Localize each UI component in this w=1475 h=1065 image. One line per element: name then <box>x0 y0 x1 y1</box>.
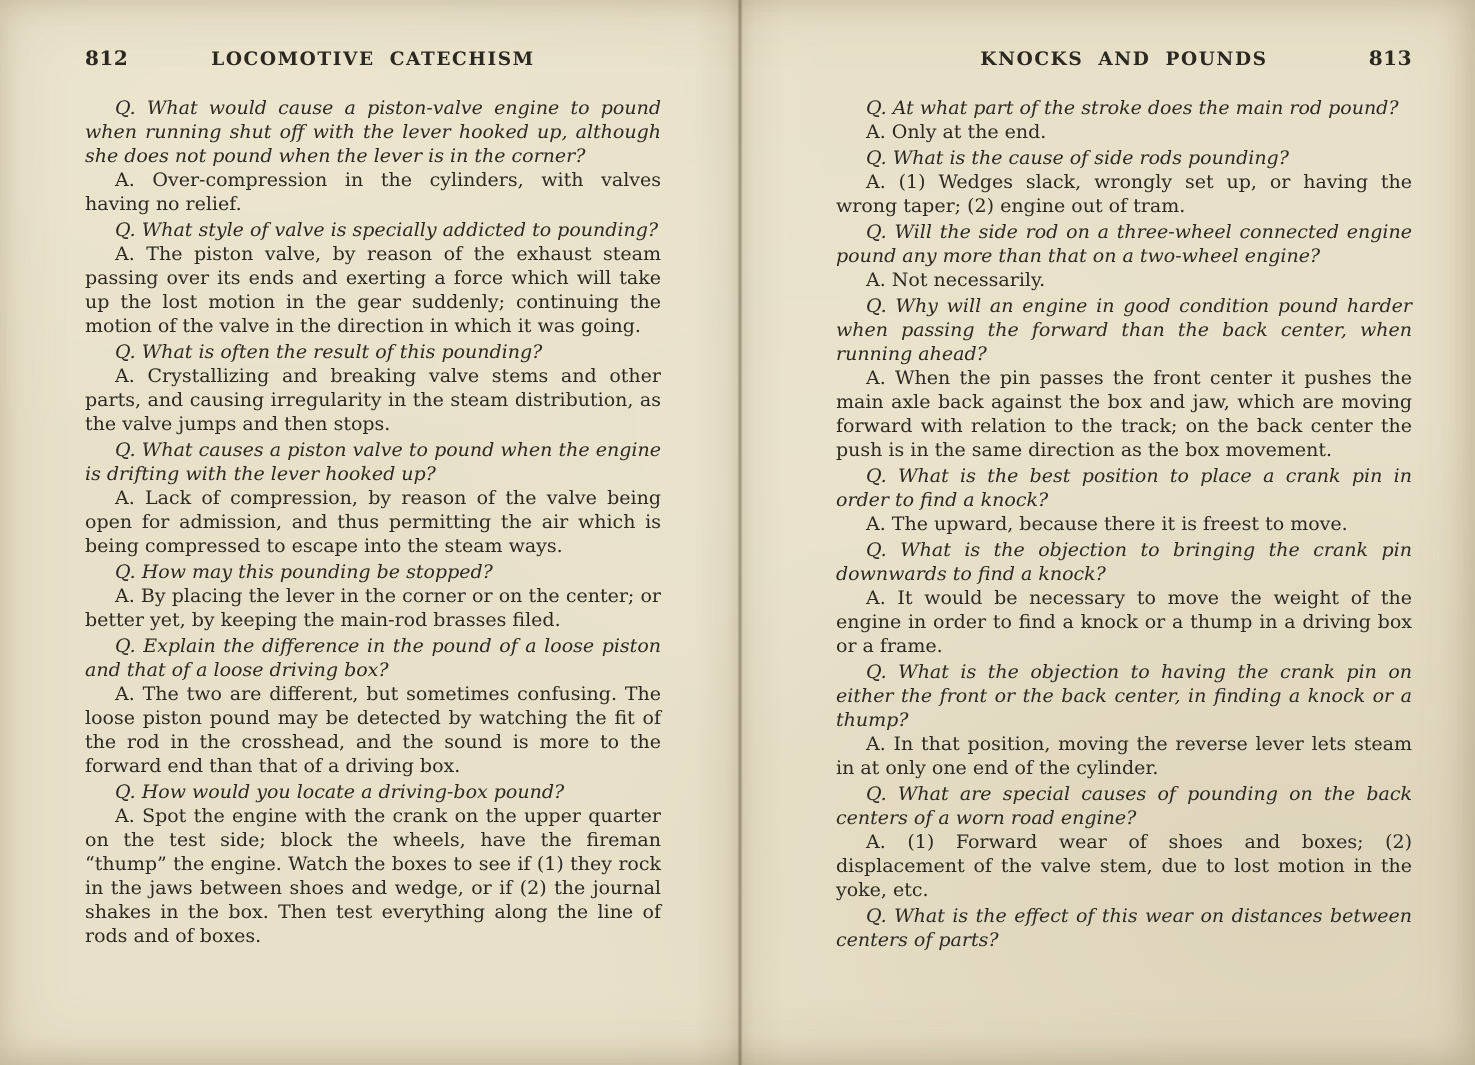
question-paragraph: Q. Will the side rod on a three-wheel connected engine pound any more than that on a two-wheel engine? <box>836 221 1412 267</box>
running-title-left: LOCOMOTIVE CATECHISM <box>211 49 535 70</box>
answer-paragraph: A. It would be necessary to move the weight of the engine in order to find a knock or a thump in a driving box or a frame. <box>836 587 1412 657</box>
question-paragraph: Q. Why will an engine in good condition pound harder when passing the forward than the back center, when running ahead? <box>836 295 1412 365</box>
question-paragraph: Q. What is the effect of this wear on distances between centers of parts? <box>836 905 1412 951</box>
answer-paragraph: A. The two are different, but sometimes confusing. The loose piston pound may be detected by watching the fit of the rod in the crosshead, and the sound is more to the forward end than that of a driving box. <box>85 683 661 777</box>
question-paragraph: Q. Explain the difference in the pound of a loose piston and that of a loose driving box? <box>85 635 661 681</box>
question-paragraph: Q. What style of valve is specially addicted to pounding? <box>115 219 659 241</box>
answer-paragraph: A. When the pin passes the front center it pushes the main axle back against the box and jaw, which are moving forward with relation to the track; on the back center the push is in the same direction as the box movement. <box>836 367 1412 461</box>
question-paragraph: Q. How would you locate a driving-box pound? <box>115 781 565 803</box>
question-paragraph: Q. At what part of the stroke does the main rod pound? <box>866 97 1399 119</box>
answer-paragraph: A. Not necessarily. <box>866 269 1046 291</box>
page-body-left <box>85 96 661 948</box>
answer-paragraph: A. (1) Wedges slack, wrongly set up, or having the wrong taper; (2) engine out of tram. <box>836 171 1412 217</box>
question-paragraph: Q. What would cause a piston-valve engine to pound when running shut off with the lever hooked up, although she does not pound when the lever is in the corner? <box>85 97 661 167</box>
page-left <box>85 0 661 1065</box>
page-number-right: 813 <box>1368 46 1412 70</box>
page-header-right <box>836 0 1412 70</box>
running-title-right: KNOCKS AND POUNDS <box>980 49 1268 70</box>
question-paragraph: Q. What is often the result of this pounding? <box>115 341 543 363</box>
answer-paragraph: A. (1) Forward wear of shoes and boxes; (2) displacement of the valve stem, due to lost motion in the yoke, etc. <box>836 831 1412 901</box>
question-paragraph: Q. What is the objection to having the crank pin on either the front or the back center, in finding a knock or a thump? <box>836 661 1412 731</box>
answer-paragraph: A. Spot the engine with the crank on the upper quarter on the test side; block the wheels, have the fireman “thump” the engine. Watch the boxes to see if (1) they rock in the jaws between shoes and wedge, or if (2) the journal shakes in the box. Then test everything along the line of rods and of boxes. <box>85 805 661 947</box>
answer-paragraph: A. By placing the lever in the corner or on the center; or better yet, by keeping the main-rod brasses filed. <box>85 585 661 631</box>
question-paragraph: Q. What is the cause of side rods pounding? <box>866 147 1289 169</box>
question-paragraph: Q. What causes a piston valve to pound when the engine is drifting with the lever hooked up? <box>85 439 661 485</box>
answer-paragraph: A. The upward, because there it is freest to move. <box>866 513 1348 535</box>
answer-paragraph: A. In that position, moving the reverse lever lets steam in at only one end of the cylinder. <box>836 733 1412 779</box>
gutter-shadow <box>695 0 785 1065</box>
question-paragraph: Q. What are special causes of pounding on the back centers of a worn road engine? <box>836 783 1412 829</box>
answer-paragraph: A. Crystallizing and breaking valve stems and other parts, and causing irregularity in the steam distribution, as the valve jumps and then stops. <box>85 365 661 435</box>
question-paragraph: Q. What is the objection to bringing the crank pin downwards to find a knock? <box>836 539 1412 585</box>
answer-paragraph: A. Only at the end. <box>866 121 1047 143</box>
answer-paragraph: A. Lack of compression, by reason of the valve being open for admission, and thus permitting the air which is being compressed to escape into the steam ways. <box>85 487 661 557</box>
page-number-left: 812 <box>85 46 129 70</box>
question-paragraph: Q. What is the best position to place a crank pin in order to find a knock? <box>836 465 1412 511</box>
answer-paragraph: A. Over-compression in the cylinders, with valves having no relief. <box>85 169 661 215</box>
question-paragraph: Q. How may this pounding be stopped? <box>115 561 493 583</box>
page-body-right <box>836 96 1412 952</box>
page-right <box>836 0 1412 1065</box>
answer-paragraph: A. The piston valve, by reason of the exhaust steam passing over its ends and exerting a force which will take up the lost motion in the gear suddenly; continuing the motion of the valve in the direction in which it was going. <box>85 243 661 337</box>
page-header-left <box>85 0 661 70</box>
